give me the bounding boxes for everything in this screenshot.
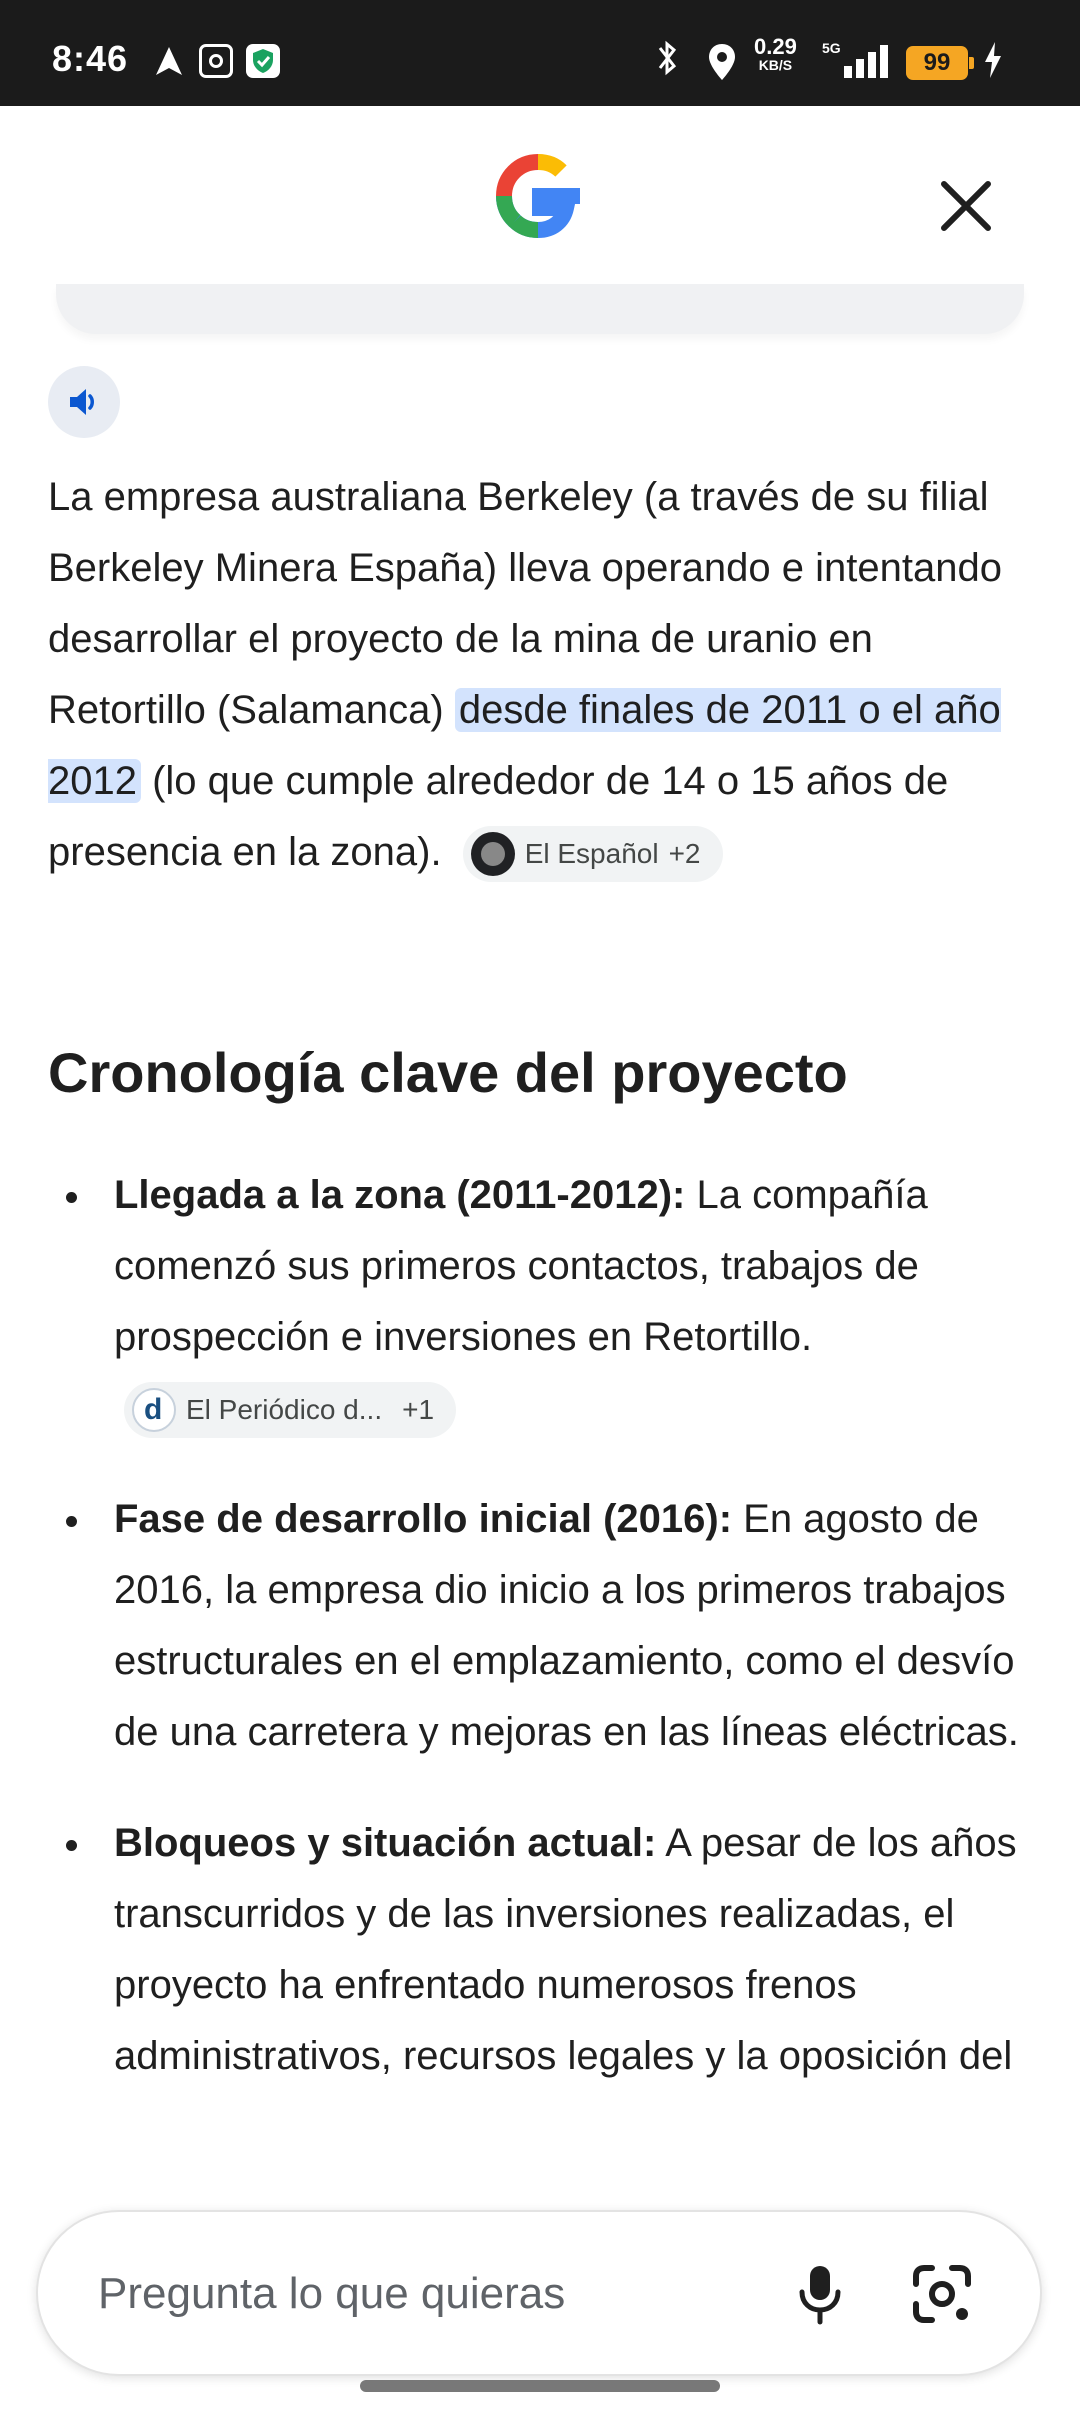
network-type: 5G	[822, 40, 841, 56]
periodico-logo-icon	[132, 1388, 176, 1432]
previous-card-edge	[56, 284, 1024, 334]
battery-level: 99	[906, 46, 968, 80]
read-aloud-button[interactable]	[48, 366, 120, 438]
answer-text-after: (lo que cumple alrededor de 14 o 15 años de presencia en la zona).	[48, 759, 949, 874]
signal-icon	[842, 44, 892, 80]
list-item-bold: Bloqueos y situación actual:	[114, 1821, 657, 1865]
ask-input[interactable]	[96, 2260, 800, 2328]
network-speed: 0.29 KB/S	[754, 34, 797, 73]
source-chip-el-espanol[interactable]	[463, 826, 723, 882]
camera-lens-icon[interactable]	[904, 2256, 980, 2332]
list-item-text: A pesar de los años transcurridos y de las inversiones realizadas, el proyecto ha enfrentado numerosos frenos administrativos, recursos legales y la oposición del	[114, 1821, 1017, 2078]
google-g-logo	[488, 146, 588, 246]
answer-paragraph	[48, 462, 1038, 888]
list-item-text: La compañía comenzó sus primeros contactos, trabajos de prospección e inversiones en Retortillo.	[114, 1173, 928, 1359]
home-indicator[interactable]	[360, 2380, 720, 2392]
section-title: Cronología clave del proyecto	[48, 1041, 848, 1104]
list-item-bold: Fase de desarrollo inicial (2016):	[114, 1497, 733, 1541]
close-icon[interactable]	[930, 170, 1002, 242]
source-chip-extra: +1	[402, 1394, 435, 1426]
header	[0, 106, 1080, 306]
source-chip-label: El Periódico d...	[186, 1394, 383, 1426]
source-chip-label: El Español	[524, 838, 659, 870]
lion-logo-icon	[471, 832, 515, 876]
bluetooth-icon	[652, 38, 682, 78]
ask-bar	[36, 2210, 1042, 2376]
list-item-bold: Llegada a la zona (2011-2012):	[114, 1173, 686, 1217]
answer-text: La empresa australiana Berkeley (a través de su filial Berkeley Minera España) lleva operando e intentando desarrollar el proyecto de la mina de uranio en Retortillo (Salamanca)	[48, 475, 1002, 732]
speaker-icon	[66, 384, 102, 420]
charging-icon	[982, 40, 1004, 80]
source-chip-el-periodico[interactable]	[124, 1382, 456, 1438]
status-time: 8:46	[52, 38, 129, 79]
microphone-icon[interactable]	[782, 2256, 858, 2332]
shield-icon	[246, 44, 280, 78]
app-icon	[199, 44, 233, 78]
timeline-list	[48, 1160, 1038, 2132]
answer-highlight: desde finales de 2011 o el año 2012	[48, 688, 1001, 803]
list-item	[48, 1484, 1038, 1768]
list-item-text: En agosto de 2016, la empresa dio inicio a los primeros trabajos estructurales en el emplazamiento, como el desvío de una carretera y mejoras en las líneas eléctricas.	[114, 1497, 1019, 1754]
navigation-icon	[152, 44, 186, 78]
list-item	[48, 1808, 1038, 2092]
list-item	[48, 1160, 1038, 1444]
location-icon	[707, 42, 737, 82]
status-bar	[0, 0, 1080, 106]
source-chip-extra: +2	[668, 838, 701, 870]
